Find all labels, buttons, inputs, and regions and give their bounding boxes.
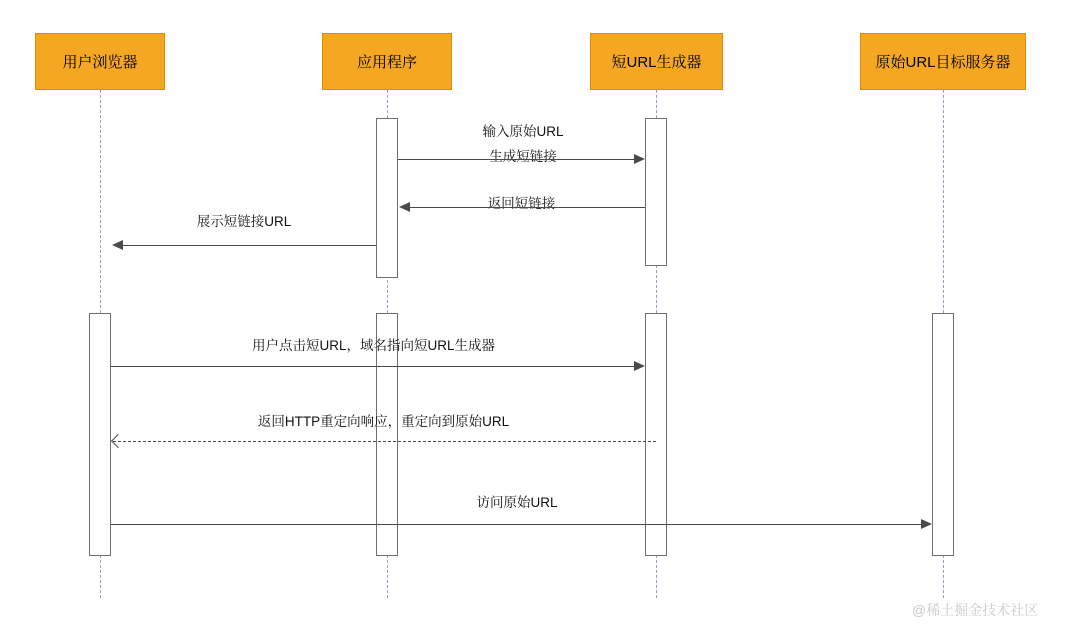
message-label-6: 访问原始URL	[476, 495, 558, 510]
activation-origin-2	[932, 313, 954, 556]
message-label-2: 返回短链接	[487, 196, 556, 211]
message-arrow-1	[398, 159, 636, 160]
watermark: @稀土掘金技术社区	[912, 602, 1039, 618]
message-arrowhead-1	[634, 154, 645, 164]
message-arrowhead-2	[399, 202, 410, 212]
actor-shortener[interactable]	[590, 33, 723, 90]
message-arrowhead-6	[921, 519, 932, 529]
message-arrow-3	[122, 245, 376, 246]
message-arrow-5	[113, 441, 656, 442]
actor-browser[interactable]	[35, 33, 165, 90]
activation-app-1	[376, 118, 398, 278]
actor-app[interactable]	[322, 33, 452, 90]
activation-shortener-2	[645, 313, 667, 556]
actor-browser-label: 用户浏览器	[62, 54, 138, 71]
activation-shortener-1	[645, 118, 667, 266]
message-label-3: 展示短链接URL	[196, 214, 292, 229]
message-arrowhead-3	[112, 240, 123, 250]
message-arrowhead-4	[634, 361, 645, 371]
message-label-1-line2: 生成短链接	[489, 149, 557, 164]
actor-app-label: 应用程序	[356, 54, 417, 71]
activation-browser-2	[89, 313, 111, 556]
message-label-1-line1: 输入原始URL	[482, 124, 564, 139]
message-arrow-2	[409, 207, 645, 208]
actor-shortener-label: 短URL生成器	[611, 54, 702, 71]
message-arrow-6	[111, 524, 923, 525]
message-arrow-4	[111, 366, 636, 367]
message-label-4: 用户点击短URL，域名指向短URL生成器	[251, 338, 495, 353]
message-arrowhead-5	[111, 434, 125, 448]
message-label-5: 返回HTTP重定向响应，重定向到原始URL	[257, 414, 510, 429]
actor-origin[interactable]	[860, 33, 1026, 90]
actor-origin-label: 原始URL目标服务器	[875, 54, 1011, 71]
